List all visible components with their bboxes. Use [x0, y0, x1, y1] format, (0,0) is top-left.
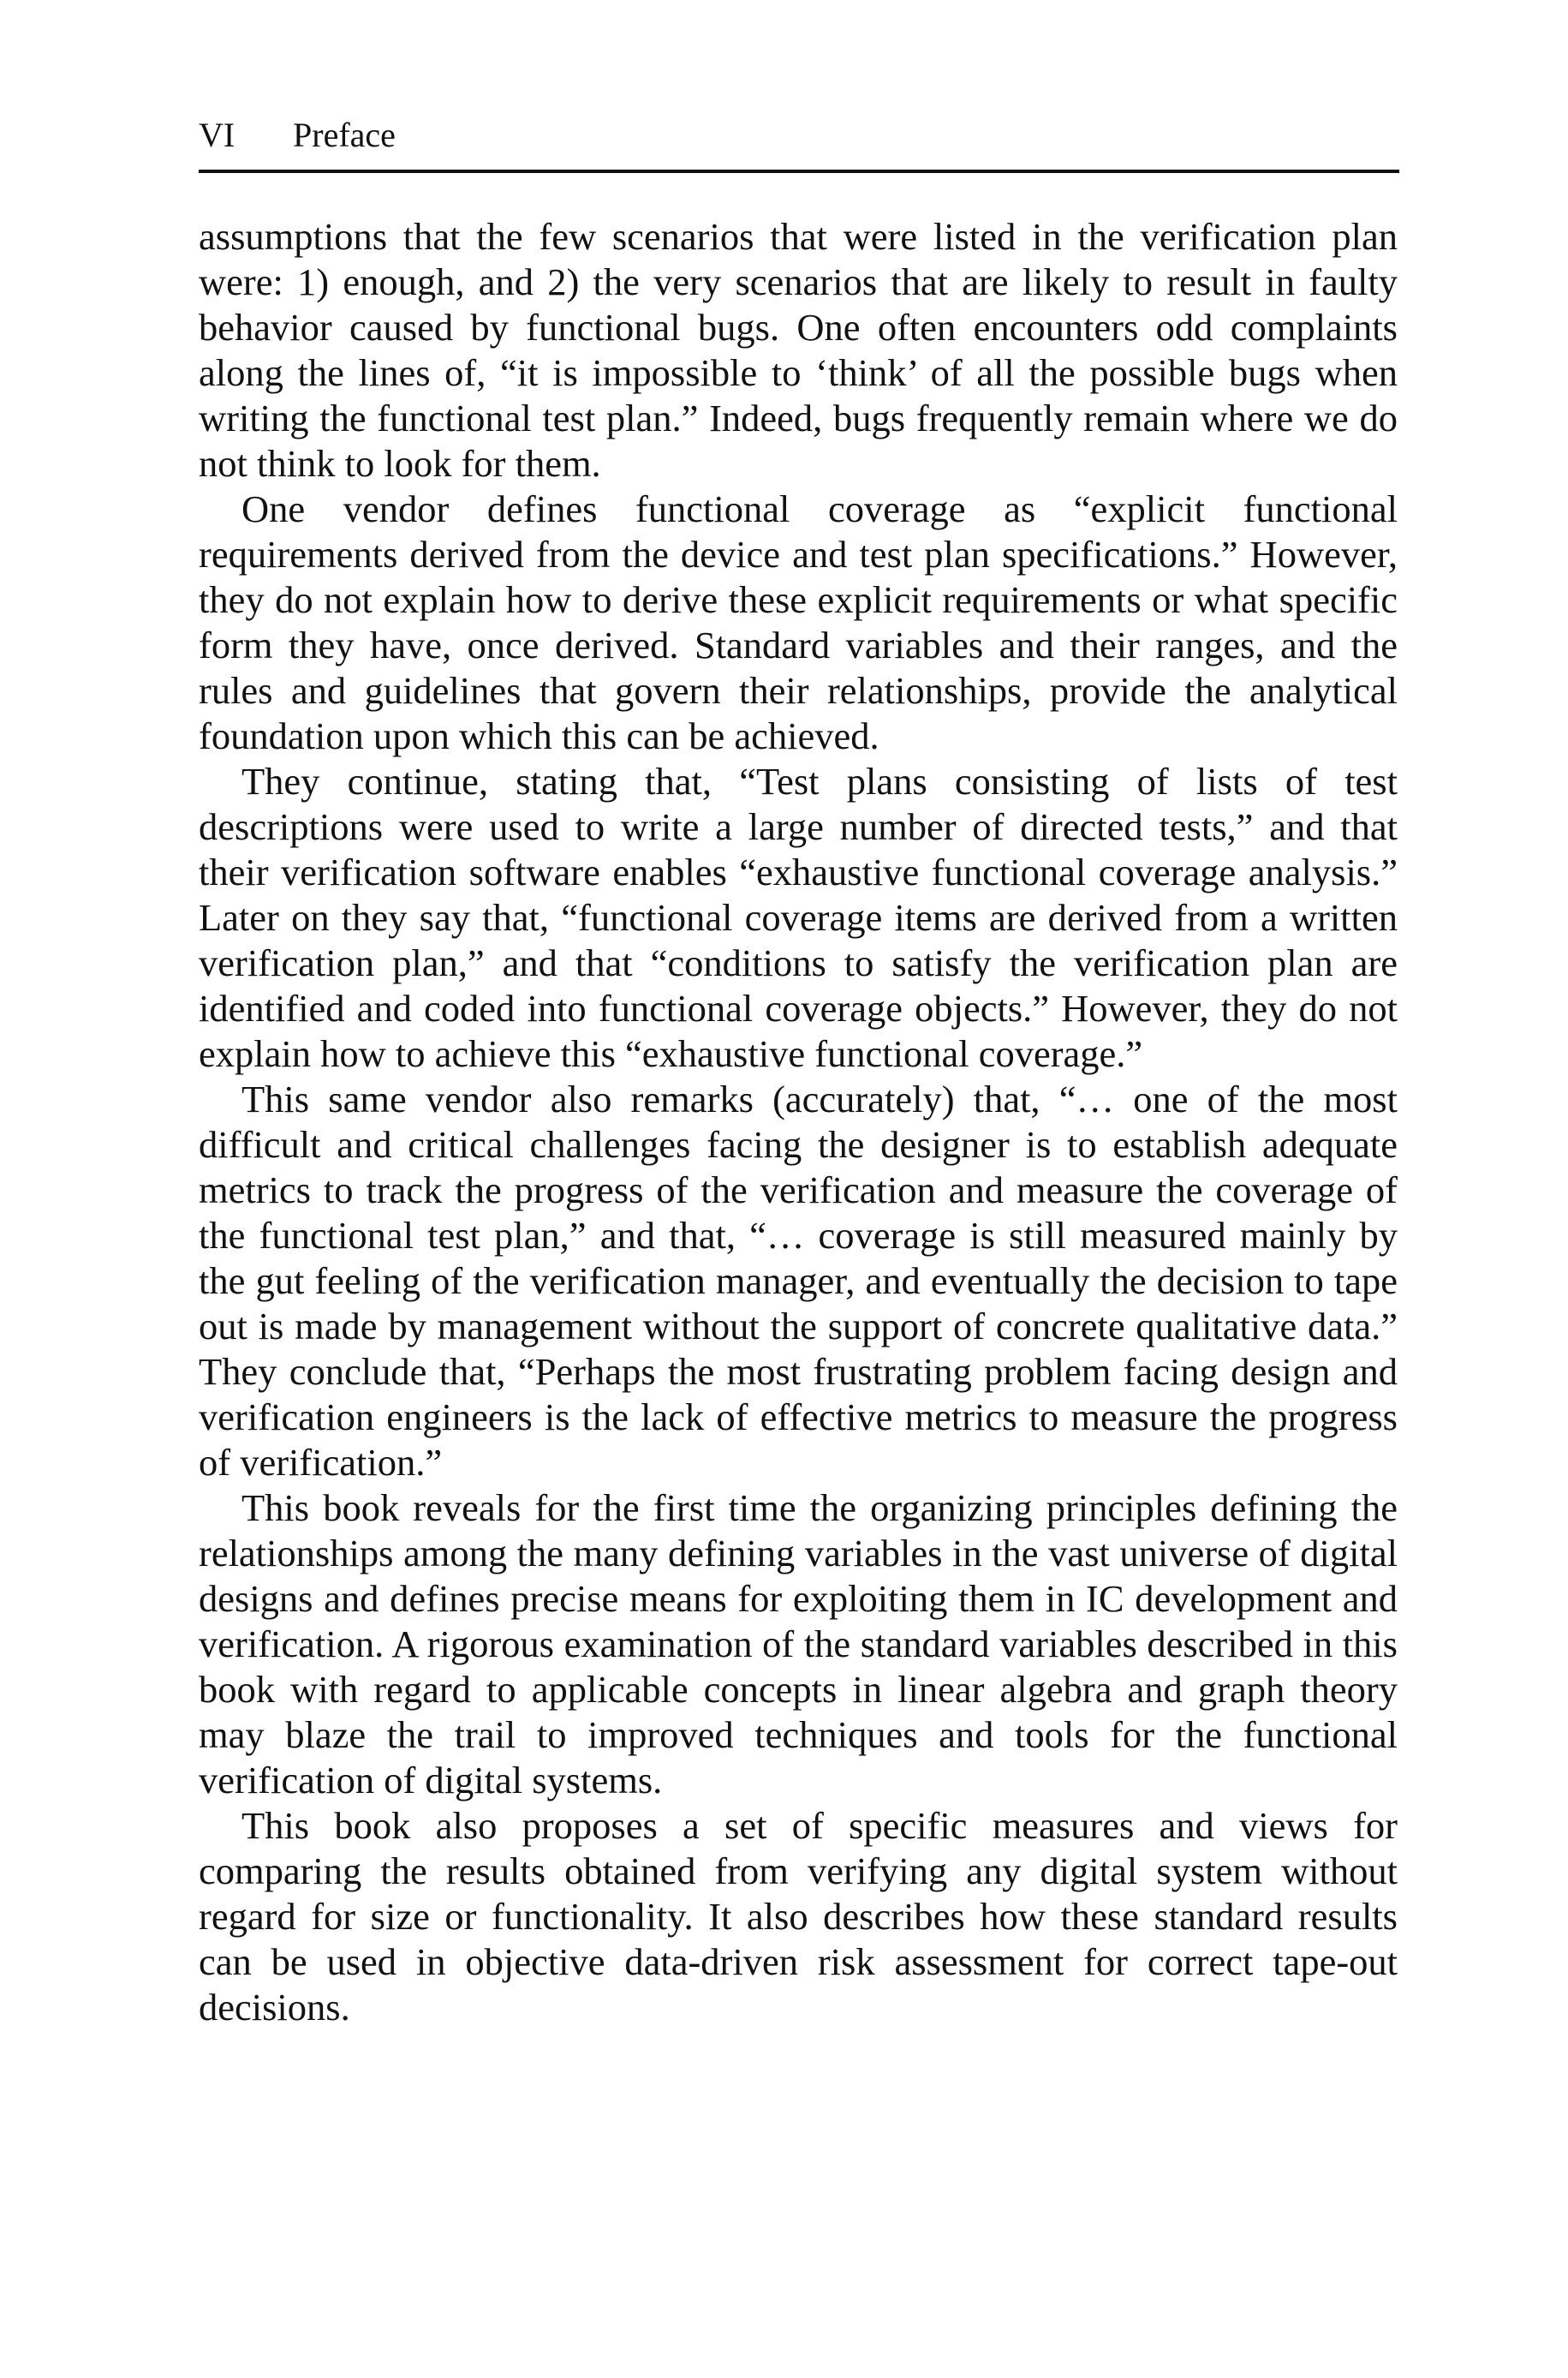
paragraph: assumptions that the few scenarios that were listed in the verification plan were: 1) enough, and 2) the very scenarios that are likely to result in faulty behavior caused by functional bugs. One often encounters odd complaints along the lines of, “it is impossible to ‘think’ of all the possible bugs when writing the functional test plan.” Indeed, bugs frequently remain where we do not think to look for them. [199, 215, 1398, 485]
paragraph: This book reveals for the first time the organizing principles defining the relationships among the many defining variables in the vast universe of digital designs and defines precise means for exploiting them in IC development and verification. A rigorous examination of the standard variables described in this book with regard to applicable concepts in linear algebra and graph theory may blaze the trail to improved techniques and tools for the functional verification of digital systems. [199, 1486, 1398, 1801]
paragraph: They continue, stating that, “Test plans consisting of lists of test descriptions were used to write a large number of directed tests,” and that their verification software enables “exhaustive functional coverage analysis.” Later on they say that, “functional coverage items are derived from a written verification plan,” and that “conditions to satisfy the verification plan are identified and coded into functional coverage objects.” However, they do not explain how to achieve this “exhaustive functional coverage.” [199, 760, 1398, 1075]
section-title: Preface [293, 116, 396, 154]
paragraph: This book also proposes a set of specific measures and views for comparing the results obtained from verifying any digital system without regard for size or functionality. It also describes how these standard results can be used in objective data-driven risk assessment for correct tape-out decisions. [199, 1804, 1398, 2028]
paragraph: One vendor defines functional coverage as “explicit functional requirements derived from the device and test plan specifications.” However, they do not explain how to derive these explicit requirements or what specific form they have, once derived. Standard variables and their ranges, and the rules and guidelines that govern their relationships, provide the analytical foundation upon which this can be achieved. [199, 487, 1398, 757]
running-head [199, 110, 1398, 161]
header-rule [199, 170, 1399, 173]
body-text [199, 214, 1398, 2030]
paragraph: This same vendor also remarks (accurately) that, “… one of the most difficult and critical challenges facing the designer is to establish adequate metrics to track the progress of the verification and measure the coverage of the functional test plan,” and that, “… coverage is still measured mainly by the gut feeling of the verification manager, and eventually the decision to tape out is made by management without the support of concrete qualitative data.” They conclude that, “Perhaps the most frustrating problem facing design and verification engineers is the lack of effective metrics to measure the progress of verification.” [199, 1078, 1398, 1484]
page-number: VI [199, 116, 235, 154]
